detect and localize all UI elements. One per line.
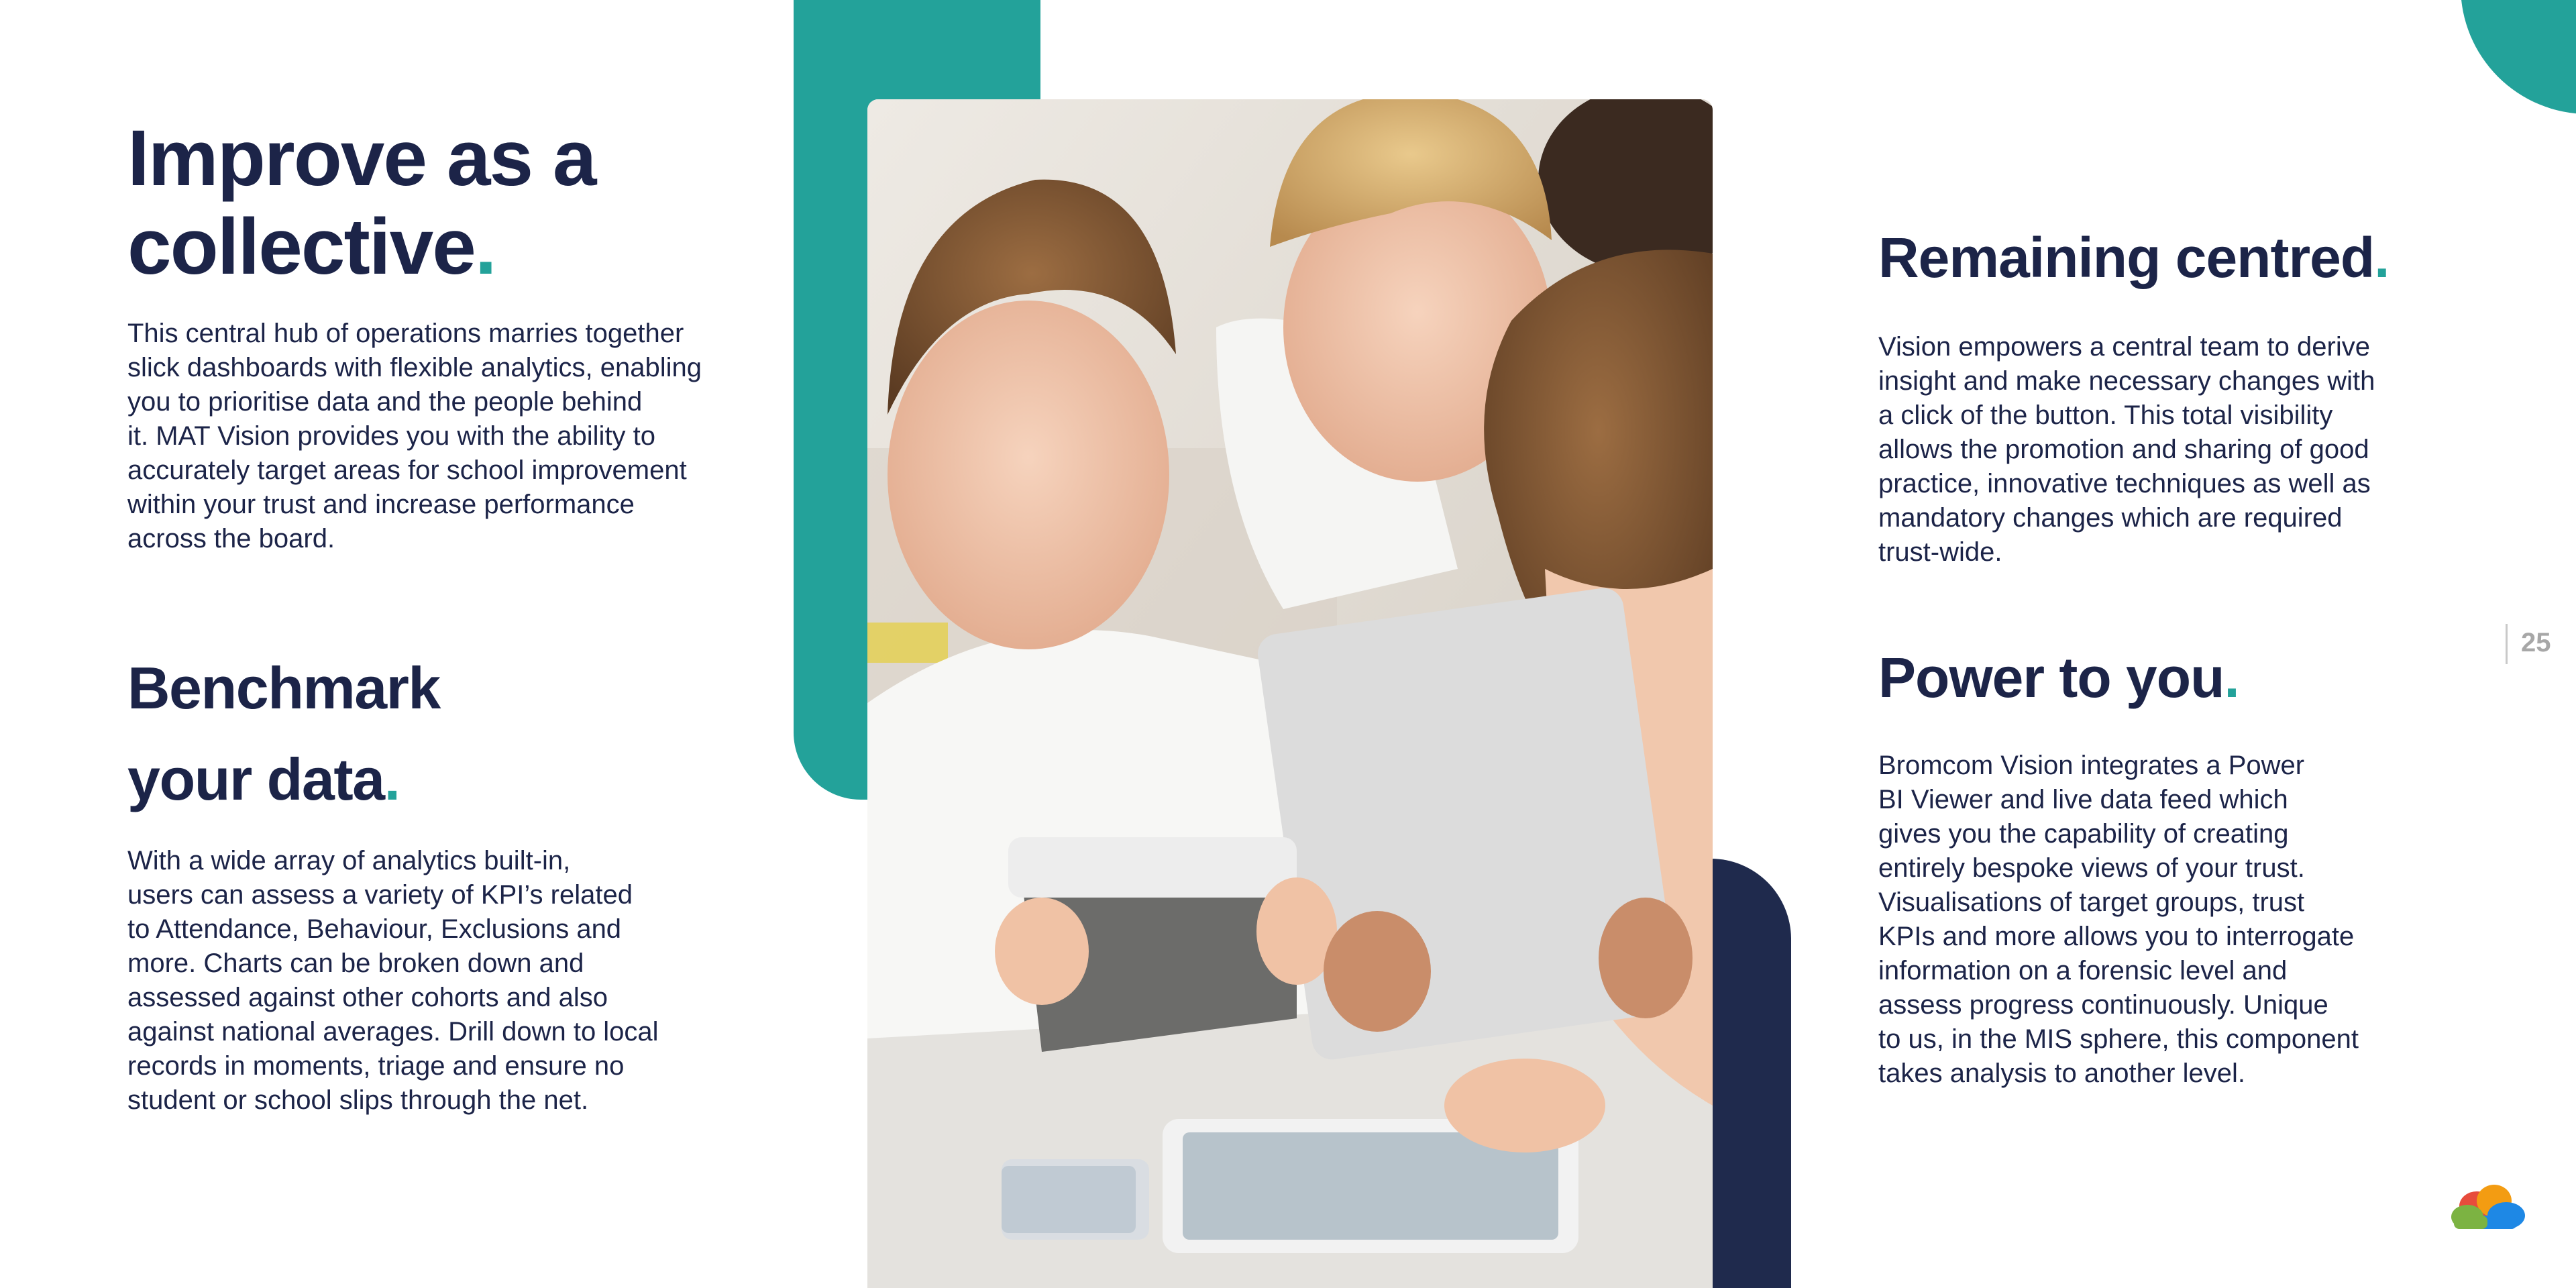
heading-power-to-you — [1878, 645, 2482, 710]
students-with-tablets-photo — [867, 99, 1713, 1288]
body-power-to-you: Bromcom Vision integrates a Power BI Viewer and live data feed which gives you the capability of creating entirely bespoke views of your trust. Visualisations of target groups, trust KPIs and more allows you to interrogate information on a forensic level and assess progress continuously. Unique to us, in the MIS sphere, this component takes analysis to another level. — [1878, 751, 2359, 1088]
heading-text: Remaining centred — [1878, 226, 2375, 289]
page-number: 25 — [2521, 628, 2551, 657]
accent-dot: . — [474, 203, 496, 291]
page-number-divider — [2506, 624, 2508, 664]
body-improve-collective: This central hub of operations marries together slick dashboards with flexible analytics, enabling you to prioritise data and the people behind it. MAT Vision provides you with the ability to accurately target areas for school improvement within your trust and increase performance across the board. — [127, 319, 702, 553]
teal-corner-shape — [2461, 0, 2576, 114]
heading-text: Power to you — [1878, 646, 2224, 709]
heading-line-1: Improve as a — [127, 114, 596, 203]
section-benchmark-data — [127, 643, 785, 1118]
heading-line-1: Benchmark — [127, 655, 440, 721]
section-power-to-you — [1878, 645, 2482, 1091]
body-remaining-centred: Vision empowers a central team to derive insight and make necessary changes with a click of the button. This total visibility allows the promotion and sharing of good practice, innovative techniques as well as mandatory changes which are required trust-wide. — [1878, 332, 2375, 567]
heading-line-2: your data — [127, 746, 384, 812]
heading-improve-collective — [127, 114, 785, 291]
accent-dot: . — [384, 746, 400, 812]
body-benchmark-data: With a wide array of analytics built-in, users can assess a variety of KPI’s related to Attendance, Behaviour, Exclusions and more. Charts can be broken down and assessed against other cohorts and also against national averages. Drill down to local records in moments, triage and ensure no student or school slips through the net. — [127, 846, 659, 1115]
accent-dot: . — [2224, 646, 2239, 709]
section-improve-collective — [127, 114, 785, 556]
heading-remaining-centred — [1878, 225, 2482, 290]
heading-line-2: collective — [127, 203, 475, 291]
heading-benchmark-data — [127, 643, 785, 825]
accent-dot: . — [2374, 226, 2390, 289]
cloud-logo-icon — [2450, 1181, 2528, 1230]
section-remaining-centred — [1878, 225, 2482, 570]
